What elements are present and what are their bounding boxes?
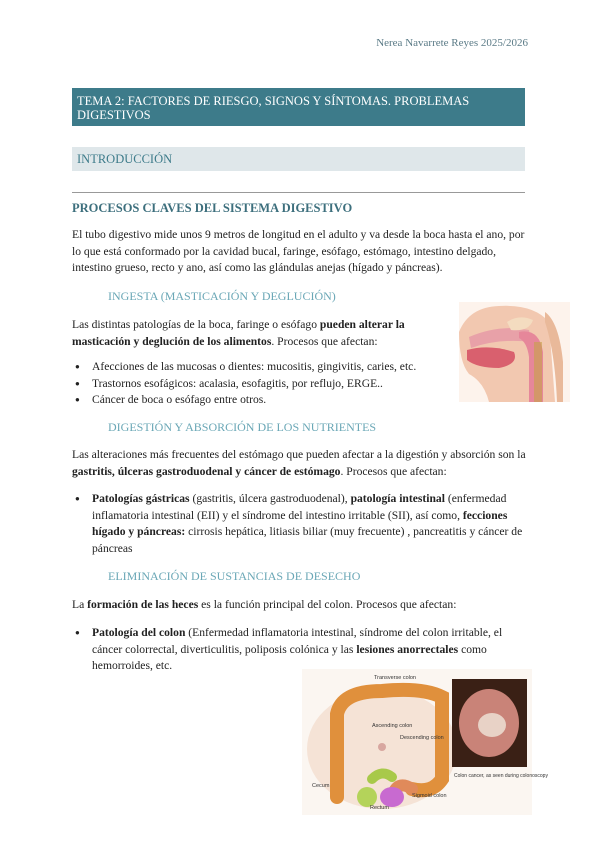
colon-anatomy-illustration — [302, 669, 548, 815]
label-transverse-colon: Transverse colon — [374, 675, 416, 681]
label-rectum: Rectum — [370, 805, 389, 811]
ingesta-paragraph: Las distintas patologías de la boca, faringe o esófago pueden alterar la masticación y deglución de los alimentos. Procesos que afectan: — [72, 318, 405, 348]
list-item: ● Patologías gástricas (gastritis, úlcera gastroduodenal), patología intestinal (enfermedad inflamatoria intestinal (EII) y el síndrome del intestino irritable (SII), así como, fecciones hígado y páncreas: cirrosis hepática, litiasis biliar (muy frecuente) , pancreatitis y cáncer de páncreas — [72, 491, 527, 557]
ingesta-list — [72, 359, 452, 409]
label-cecum: Cecum — [312, 783, 330, 789]
eliminacion-list — [72, 625, 527, 675]
label-sigmoid-colon: Sigmoid colon — [412, 793, 447, 799]
mouth-pharynx-illustration — [459, 302, 570, 402]
introduction-bar: INTRODUCCIÓN — [72, 147, 525, 171]
list-item: ● Trastornos esofágicos: acalasia, esofagitis, por reflujo, ERGE.. — [72, 376, 452, 393]
digestion-list — [72, 491, 527, 557]
list-item: ● Cáncer de boca o esófago entre otros. — [72, 392, 452, 409]
label-descending-colon: Descending colon — [400, 735, 444, 741]
label-colon-cancer: Colon cancer, as seen during colonoscopy — [454, 773, 548, 779]
label-ascending-colon: Ascending colon — [372, 723, 413, 729]
eliminacion-paragraph: La formación de las heces es la función principal del colon. Procesos que afectan: — [72, 598, 457, 611]
list-item: ● Afecciones de las mucosas o dientes: mucositis, gingivitis, caries, etc. — [72, 359, 452, 376]
ingesta-heading: INGESTA (MASTICACIÓN Y DEGLUCIÓN) — [108, 289, 336, 303]
section-heading: PROCESOS CLAVES DEL SISTEMA DIGESTIVO — [72, 201, 353, 215]
list-item: ● Patología del colon (Enfermedad inflamatoria intestinal, síndrome del colon irritable, el cáncer colorrectal, diverticulitis, poliposis colónica y las lesiones anorrectales como hemorroides, etc. — [72, 625, 527, 675]
divider — [72, 192, 525, 193]
document-author: Nerea Navarrete Reyes 2025/2026 — [376, 37, 528, 49]
digestion-heading: DIGESTIÓN Y ABSORCIÓN DE LOS NUTRIENTES — [108, 420, 377, 434]
chapter-title-bar: TEMA 2: FACTORES DE RIESGO, SIGNOS Y SÍNTOMAS. PROBLEMAS DIGESTIVOS — [72, 88, 525, 126]
intro-paragraph: El tubo digestivo mide unos 9 metros de longitud en el adulto y va desde la boca hasta el ano, por lo que está conformado por la cavidad bucal, faringe, esófago, estómago, intestino delgado, intestino grueso, recto y ano, así como las glándulas anejas (hígado y páncreas). — [72, 228, 525, 274]
digestion-paragraph: Las alteraciones más frecuentes del estómago que pueden afectar a la digestión y absorción son la gastritis, úlceras gastroduodenal y cáncer de estómago. Procesos que afectan: — [72, 448, 526, 478]
eliminacion-heading: ELIMINACIÓN DE SUSTANCIAS DE DESECHO — [108, 569, 361, 583]
